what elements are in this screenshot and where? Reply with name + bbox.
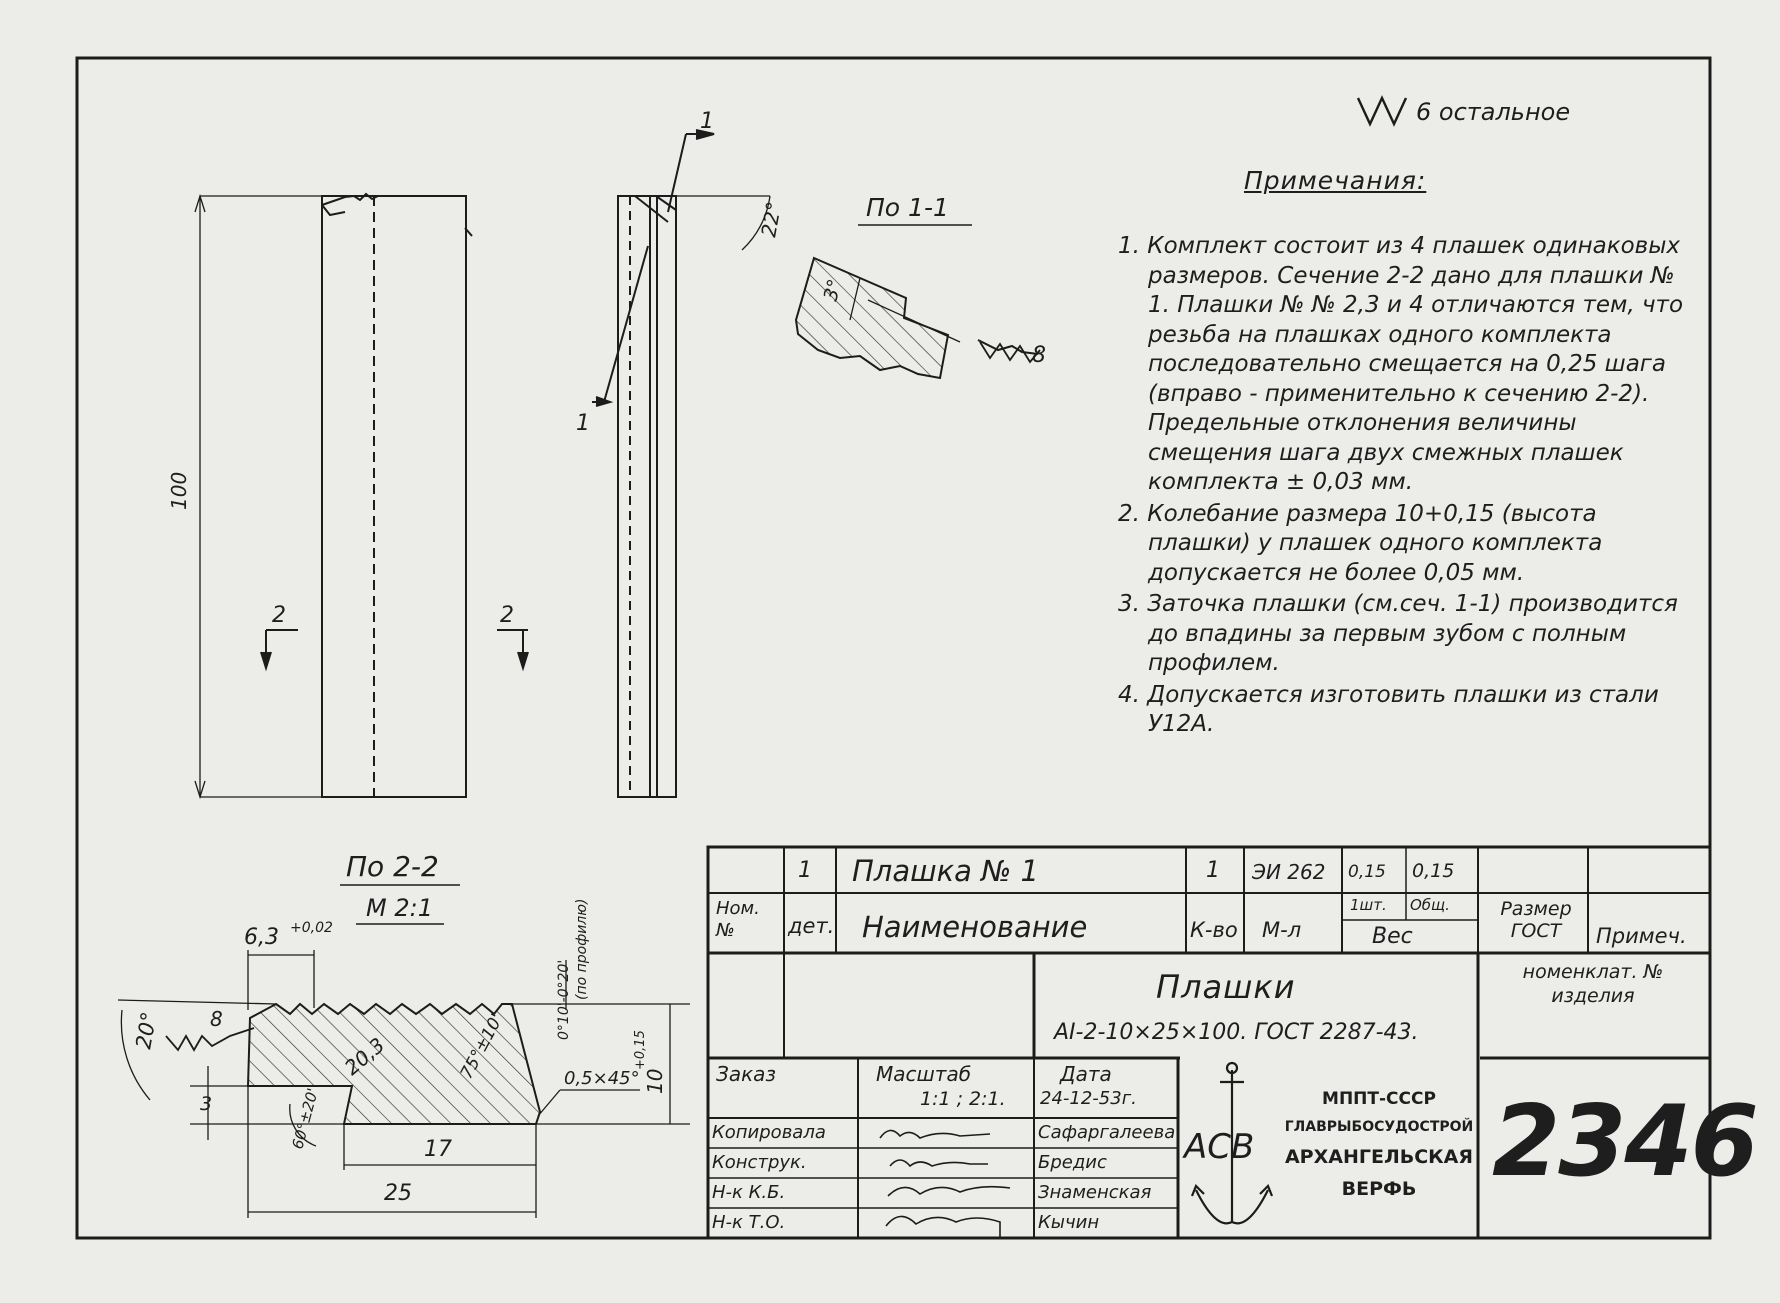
section-2-2-title: По 2-2 — [346, 850, 439, 883]
section-1-1-title: По 1-1 — [866, 193, 949, 222]
tb-name-3: Знаменская — [1038, 1182, 1152, 1203]
dim-20-3-label: 20,3 — [339, 1032, 390, 1080]
section-1-1 — [796, 258, 1040, 378]
roughness-label: 6 остальное — [1416, 98, 1571, 126]
roughness-8-label-2: 8 — [210, 1007, 223, 1031]
tb-date-label: Дата — [1060, 1062, 1112, 1086]
angle-22-label: 22° — [756, 199, 787, 239]
tb-row1-num: 1 — [798, 858, 812, 883]
tb-org-3: АРХАНГЕЛЬСКАЯ — [1284, 1146, 1474, 1168]
tb-row1-w2: 0,15 — [1412, 860, 1455, 882]
tb-row1-name: Плашка № 1 — [852, 854, 1039, 888]
tb-hdr-mat: М-л — [1262, 918, 1302, 942]
tb-product-title: Плашки — [1156, 968, 1296, 1006]
note-item-1: 1. Комплект состоит из 4 плашек одинаковых размеров. Сечение 2-2 дано для плашки № 1. Плашки № № 2,3 и 4 отличаются тем, что резьба на плашках одного комплекта последовательно смещается на 0,25 шага (вправо - применительно к сечению 2-2). Предельные отклонения величины смещения шага двух смежных плашек комплекта ± 0,03 мм. — [1118, 233, 1684, 495]
dim-100-label: 100 — [167, 471, 191, 510]
profile-tol-label: 0°10'-0°20' — [556, 959, 572, 1040]
tb-org-1: МППТ-СССР — [1322, 1089, 1436, 1109]
tb-hdr-note: Примеч. — [1596, 924, 1687, 948]
dim-10-label: 10 — [643, 1068, 667, 1094]
side-view — [592, 130, 770, 797]
dim-17-label: 17 — [424, 1137, 452, 1162]
dim-3-label: 3 — [200, 1093, 213, 1115]
tb-role-2: Конструк. — [712, 1152, 807, 1173]
tb-date-value: 24-12-53г. — [1040, 1088, 1137, 1109]
logo-letters: АСВ — [1184, 1127, 1255, 1167]
tb-scale-value: 1:1 ; 2:1. — [920, 1088, 1006, 1110]
roughness-8-label-1: 8 — [1032, 343, 1046, 368]
tb-role-1: Копировала — [712, 1122, 826, 1143]
signature-4 — [886, 1216, 1000, 1238]
tb-scale-label: Масштаб — [876, 1062, 972, 1086]
tb-hdr-w1: 1шт. — [1350, 896, 1387, 914]
tb-product-spec: АI-2-10×25×100. ГОСТ 2287-43. — [1054, 1020, 1419, 1045]
signature-2 — [890, 1160, 988, 1166]
tb-org-2: ГЛАВРЫБОСУДОСТРОЙ — [1284, 1119, 1474, 1135]
tb-hdr-size: Размер ГОСТ — [1500, 898, 1572, 942]
cut-2-left-label: 2 — [272, 603, 286, 628]
notes-block — [1118, 166, 1698, 742]
angle-75-label: 75°±10' — [456, 1010, 508, 1083]
tb-name-2: Бредис — [1038, 1152, 1107, 1173]
section-2-2-scale: М 2:1 — [366, 894, 433, 922]
doc-number: 2346 — [1492, 1085, 1757, 1199]
tb-org-4: ВЕРФЬ — [1341, 1178, 1417, 1200]
tb-role-4: Н-к Т.О. — [712, 1212, 786, 1233]
dim-6-3-label: 6,3 — [244, 925, 279, 950]
tb-hdr-det: дет. — [788, 914, 835, 938]
note-item-2: 2. Колебание размера 10+0,15 (высота плашки) у плашек одного комплекта допускается не более 0,05 мм. — [1118, 500, 1603, 586]
tb-row1-material: ЭИ 262 — [1252, 860, 1326, 884]
dim-25-label: 25 — [384, 1181, 412, 1206]
tb-hdr-nom: Ном. № — [716, 898, 760, 941]
profile-note: (по профилю) — [574, 898, 590, 1000]
signatures — [860, 1118, 1036, 1238]
notes-title: Примечания: — [1244, 166, 1427, 195]
note-item-3: 3. Заточка плашки (см.сеч. 1-1) производится до впадины за первым зубом с полным профилем. — [1118, 591, 1678, 676]
tb-name-1: Сафаргалеева — [1038, 1122, 1176, 1143]
note-item-4: 4. Допускается изготовить плашки из стали У12А. — [1118, 681, 1659, 737]
tb-hdr-name: Наименование — [862, 910, 1088, 944]
cut-2-right-label: 2 — [500, 603, 514, 628]
dim-10-tol: +0,15 — [633, 1030, 648, 1070]
tb-row1-qty: 1 — [1206, 858, 1220, 883]
chamfer-label: 0,5×45° — [564, 1068, 640, 1089]
tb-hdr-weight: Вес — [1372, 924, 1413, 949]
tb-order-label: Заказ — [716, 1062, 777, 1086]
tb-row1-w1: 0,15 — [1348, 862, 1386, 882]
angle-3-label: 3° — [819, 276, 847, 304]
tb-role-3: Н-к К.Б. — [712, 1182, 786, 1203]
tb-nomen: номенклат. № изделия — [1522, 961, 1664, 1007]
cut-1-bottom-label: 1 — [576, 411, 590, 436]
front-view — [195, 194, 528, 797]
signature-1 — [880, 1130, 990, 1138]
roughness-symbol-icon — [1356, 94, 1414, 128]
angle-60-label: 60°±20' — [288, 1086, 323, 1152]
signature-3 — [888, 1187, 1010, 1196]
angle-20-label: 20° — [131, 1010, 162, 1051]
dim-6-3-tol: +0,02 — [290, 920, 333, 936]
tb-hdr-w2: Общ. — [1410, 896, 1450, 914]
tb-hdr-qty: К-во — [1190, 918, 1238, 942]
tb-name-4: Кычин — [1038, 1212, 1100, 1233]
cut-1-top-label: 1 — [700, 109, 714, 134]
roughness-header — [1356, 94, 1571, 134]
